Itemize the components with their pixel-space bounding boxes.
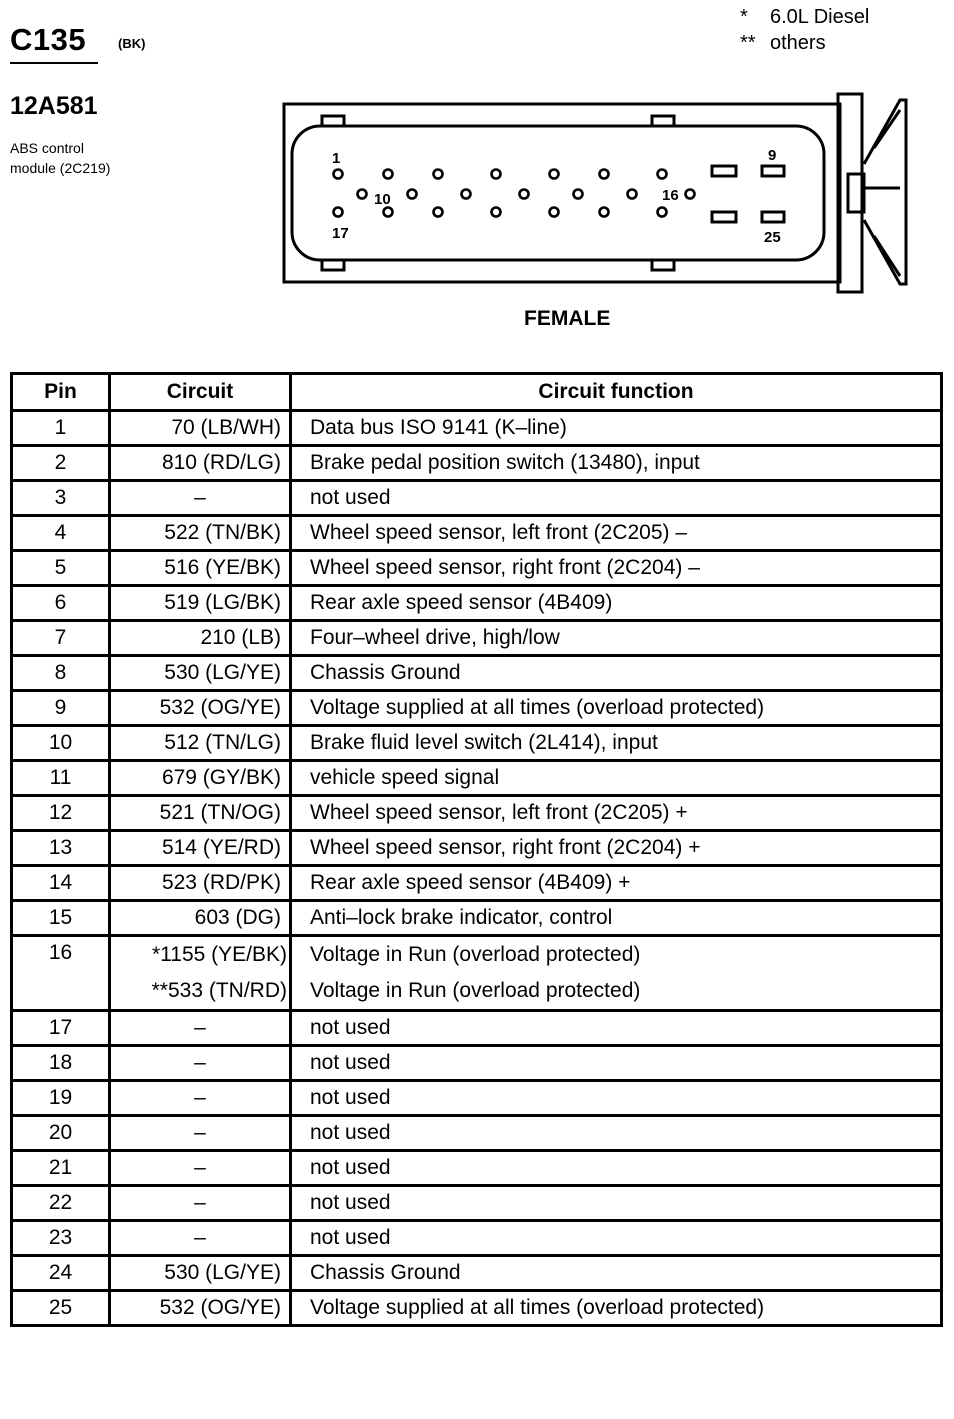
legend-others	[740, 32, 826, 55]
function-cell: Chassis Ground	[291, 1256, 942, 1291]
header-pin: Pin	[12, 374, 110, 411]
circuit-cell: –	[110, 1186, 291, 1221]
pin-hole	[658, 208, 667, 217]
legend-diesel	[740, 6, 869, 29]
circuit-value: *1155 (YE/BK)	[151, 943, 287, 966]
circuit-cell: –	[110, 1046, 291, 1081]
table-row	[12, 761, 942, 796]
table-row	[12, 936, 942, 1011]
table-row	[12, 1256, 942, 1291]
pin-number: 23	[12, 1221, 110, 1256]
pin-hole	[658, 170, 667, 179]
table-row	[12, 831, 942, 866]
circuit-cell: 523 (RD/PK)	[110, 866, 291, 901]
legend-text: others	[770, 32, 826, 54]
module-description	[10, 138, 110, 178]
function-cell: Brake pedal position switch (13480), input	[291, 446, 942, 481]
module-description-line: module (2C219)	[10, 160, 111, 176]
function-cell: Wheel speed sensor, right front (2C204) +	[291, 831, 942, 866]
table-row	[12, 1011, 942, 1046]
table-row	[12, 691, 942, 726]
function-value: Voltage in Run (overload protected)	[310, 979, 641, 1002]
pin-number: 10	[12, 726, 110, 761]
function-cell: Voltage supplied at all times (overload protected)	[291, 1291, 942, 1326]
legend-mark: *	[740, 6, 748, 28]
connector-id: C135	[10, 22, 87, 57]
title-underline	[10, 62, 98, 64]
function-value: Voltage in Run (overload protected)	[310, 943, 641, 966]
table-row	[12, 1151, 942, 1186]
circuit-cell: 514 (YE/RD)	[110, 831, 291, 866]
pin-hole	[600, 208, 609, 217]
circuit-cell: 210 (LB)	[110, 621, 291, 656]
function-cell: Data bus ISO 9141 (K–line)	[291, 411, 942, 446]
table-row	[12, 656, 942, 691]
pin-number: 9	[12, 691, 110, 726]
pin-label-25: 25	[764, 229, 781, 246]
connector-gender: FEMALE	[524, 307, 611, 330]
pin-number: 19	[12, 1081, 110, 1116]
function-cell: not used	[291, 1046, 942, 1081]
terminal-rect	[712, 212, 736, 222]
pin-number: 2	[12, 446, 110, 481]
circuit-cell: –	[110, 1011, 291, 1046]
circuit-cell: 70 (LB/WH)	[110, 411, 291, 446]
function-cell: vehicle speed signal	[291, 761, 942, 796]
pin-number: 11	[12, 761, 110, 796]
pin-hole	[492, 208, 501, 217]
pin-number: 22	[12, 1186, 110, 1221]
pin-label-17: 17	[332, 225, 349, 242]
table-row	[12, 551, 942, 586]
header-function: Circuit function	[291, 374, 942, 411]
function-cell: Voltage supplied at all times (overload protected)	[291, 691, 942, 726]
table-row	[12, 1291, 942, 1326]
pin-hole	[492, 170, 501, 179]
pin-number: 5	[12, 551, 110, 586]
pin-number: 15	[12, 901, 110, 936]
table-row	[12, 586, 942, 621]
side-lock-frame	[838, 94, 862, 292]
pin-table-header	[12, 374, 942, 411]
pin-number: 21	[12, 1151, 110, 1186]
circuit-cell: 522 (TN/BK)	[110, 516, 291, 551]
function-cell: Rear axle speed sensor (4B409)	[291, 586, 942, 621]
table-row	[12, 1116, 942, 1151]
pin-number: 8	[12, 656, 110, 691]
circuit-cell: 679 (GY/BK)	[110, 761, 291, 796]
terminal-rect	[762, 212, 784, 222]
pin-number: 4	[12, 516, 110, 551]
function-cell: not used	[291, 1221, 942, 1256]
module-description-line: ABS control	[10, 140, 84, 156]
pin-number: 25	[12, 1291, 110, 1326]
legend-mark: **	[740, 32, 756, 54]
pin-number: 17	[12, 1011, 110, 1046]
side-lock-lever	[864, 100, 906, 284]
circuit-cell: –	[110, 1221, 291, 1256]
pin-number: 14	[12, 866, 110, 901]
circuit-cell: 519 (LG/BK)	[110, 586, 291, 621]
circuit-value: **533 (TN/RD)	[151, 979, 287, 1002]
pin-hole	[334, 170, 343, 179]
circuit-cell: –	[110, 1116, 291, 1151]
circuit-cell: 530 (LG/YE)	[110, 1256, 291, 1291]
pin-hole	[408, 190, 417, 199]
circuit-cell: –	[110, 1151, 291, 1186]
pin-label-1: 1	[332, 150, 341, 167]
circuit-cell: –	[110, 1081, 291, 1116]
table-row	[12, 1221, 942, 1256]
pin-number: 16	[12, 936, 110, 1011]
pin-number: 13	[12, 831, 110, 866]
circuit-cell: 521 (TN/OG)	[110, 796, 291, 831]
pin-hole	[462, 190, 471, 199]
function-cell: not used	[291, 1011, 942, 1046]
circuit-cell	[110, 936, 291, 1011]
function-cell: Wheel speed sensor, left front (2C205) +	[291, 796, 942, 831]
table-row	[12, 796, 942, 831]
circuit-cell: –	[110, 481, 291, 516]
pin-table	[10, 372, 943, 1327]
latch-top-left	[322, 116, 344, 126]
table-row	[12, 1081, 942, 1116]
pin-hole	[686, 190, 695, 199]
pin-hole	[520, 190, 529, 199]
function-cell: Chassis Ground	[291, 656, 942, 691]
pin-number: 12	[12, 796, 110, 831]
legend-text: 6.0L Diesel	[770, 6, 870, 28]
latch-bottom-right	[652, 260, 674, 270]
pin-hole	[628, 190, 637, 199]
circuit-cell: 532 (OG/YE)	[110, 691, 291, 726]
connector-face-diagram	[270, 88, 910, 298]
circuit-cell: 810 (RD/LG)	[110, 446, 291, 481]
pin-hole	[600, 170, 609, 179]
pin-number: 20	[12, 1116, 110, 1151]
function-cell: not used	[291, 1081, 942, 1116]
table-row	[12, 446, 942, 481]
function-cell: Wheel speed sensor, left front (2C205) –	[291, 516, 942, 551]
table-row	[12, 1046, 942, 1081]
pin-hole	[358, 190, 367, 199]
function-cell: not used	[291, 1116, 942, 1151]
connector-housing-inner	[292, 126, 824, 260]
function-cell: Brake fluid level switch (2L414), input	[291, 726, 942, 761]
latch-bottom-left	[322, 260, 344, 270]
pin-number: 1	[12, 411, 110, 446]
pin-hole	[384, 208, 393, 217]
table-row	[12, 411, 942, 446]
function-cell: not used	[291, 1186, 942, 1221]
pin-hole	[550, 208, 559, 217]
pin-label-9: 9	[768, 147, 777, 164]
table-row	[12, 621, 942, 656]
connector-color: (BK)	[118, 36, 146, 51]
table-row	[12, 481, 942, 516]
pin-label-16: 16	[662, 187, 679, 204]
function-cell	[291, 936, 942, 1011]
table-row	[12, 726, 942, 761]
pin-hole	[434, 208, 443, 217]
pin-number: 18	[12, 1046, 110, 1081]
function-cell: Wheel speed sensor, right front (2C204) –	[291, 551, 942, 586]
pin-number: 3	[12, 481, 110, 516]
part-number: 12A581	[10, 92, 98, 120]
circuit-cell: 516 (YE/BK)	[110, 551, 291, 586]
table-row	[12, 1186, 942, 1221]
pin-number: 7	[12, 621, 110, 656]
pin-number: 24	[12, 1256, 110, 1291]
function-cell: Anti–lock brake indicator, control	[291, 901, 942, 936]
circuit-cell: 603 (DG)	[110, 901, 291, 936]
pin-hole	[434, 170, 443, 179]
circuit-cell: 530 (LG/YE)	[110, 656, 291, 691]
pin-label-10: 10	[374, 191, 391, 208]
function-cell: not used	[291, 481, 942, 516]
table-row	[12, 866, 942, 901]
circuit-cell: 512 (TN/LG)	[110, 726, 291, 761]
table-row	[12, 516, 942, 551]
pin-hole	[334, 208, 343, 217]
circuit-cell: 532 (OG/YE)	[110, 1291, 291, 1326]
terminal-rect	[762, 166, 784, 176]
function-cell: not used	[291, 1151, 942, 1186]
function-cell: Four–wheel drive, high/low	[291, 621, 942, 656]
function-cell: Rear axle speed sensor (4B409) +	[291, 866, 942, 901]
header-circuit: Circuit	[110, 374, 291, 411]
pin-number: 6	[12, 586, 110, 621]
latch-top-right	[652, 116, 674, 126]
table-row	[12, 901, 942, 936]
pin-hole	[550, 170, 559, 179]
pin-hole	[384, 170, 393, 179]
terminal-rect	[712, 166, 736, 176]
pin-hole	[574, 190, 583, 199]
